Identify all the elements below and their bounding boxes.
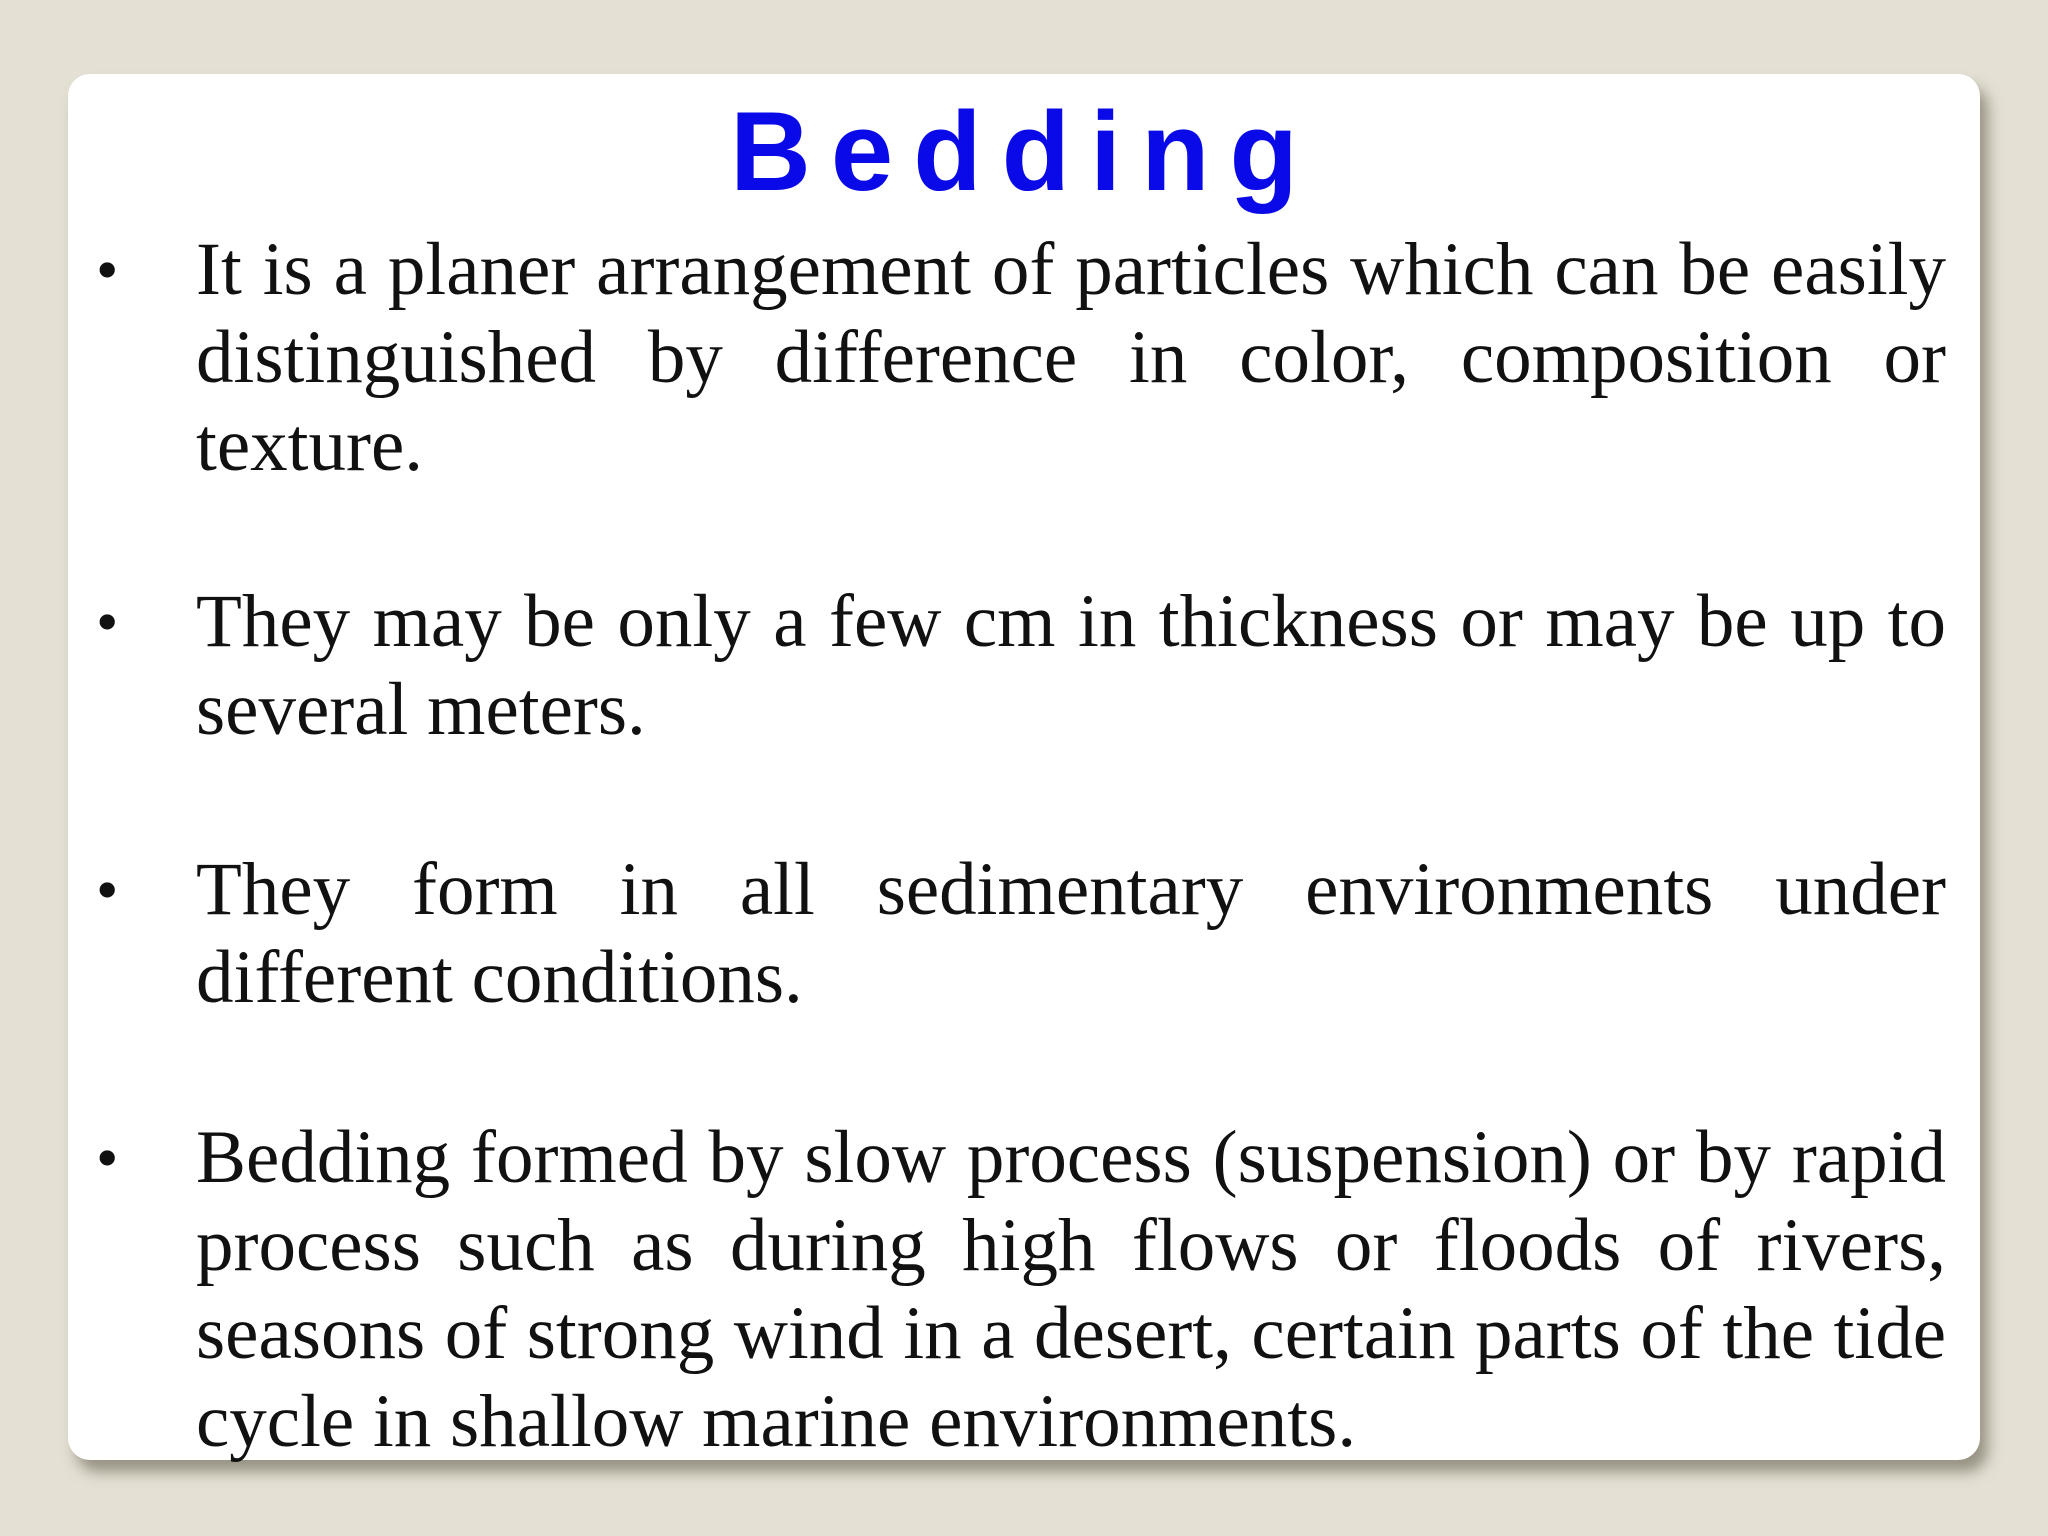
bullet-text: Bedding formed by slow process (suspension) or by rapid process such as during high flows or floods of rivers, seasons of strong wind in a desert, certain parts of the tide cycle in shallow marine environments. [196, 1116, 1946, 1463]
bullet-icon: • [96, 234, 119, 305]
bullet-text: They may be only a few cm in thickness or may be up to several meters. [196, 580, 1946, 751]
bullet-icon: • [96, 1122, 119, 1193]
bullet-item [96, 1114, 1946, 1466]
bullet-icon: • [96, 854, 119, 925]
slide-title: Bedding [730, 89, 1318, 214]
bullet-text: It is a planer arrangement of particles which can be easily distinguished by difference in color, composition or texture. [196, 228, 1946, 487]
bullet-item [96, 226, 1946, 490]
bullet-item [96, 846, 1946, 1022]
bullet-item [96, 578, 1946, 754]
bullet-icon: • [96, 586, 119, 657]
bullet-text: They form in all sedimentary environments under different conditions. [196, 848, 1946, 1019]
